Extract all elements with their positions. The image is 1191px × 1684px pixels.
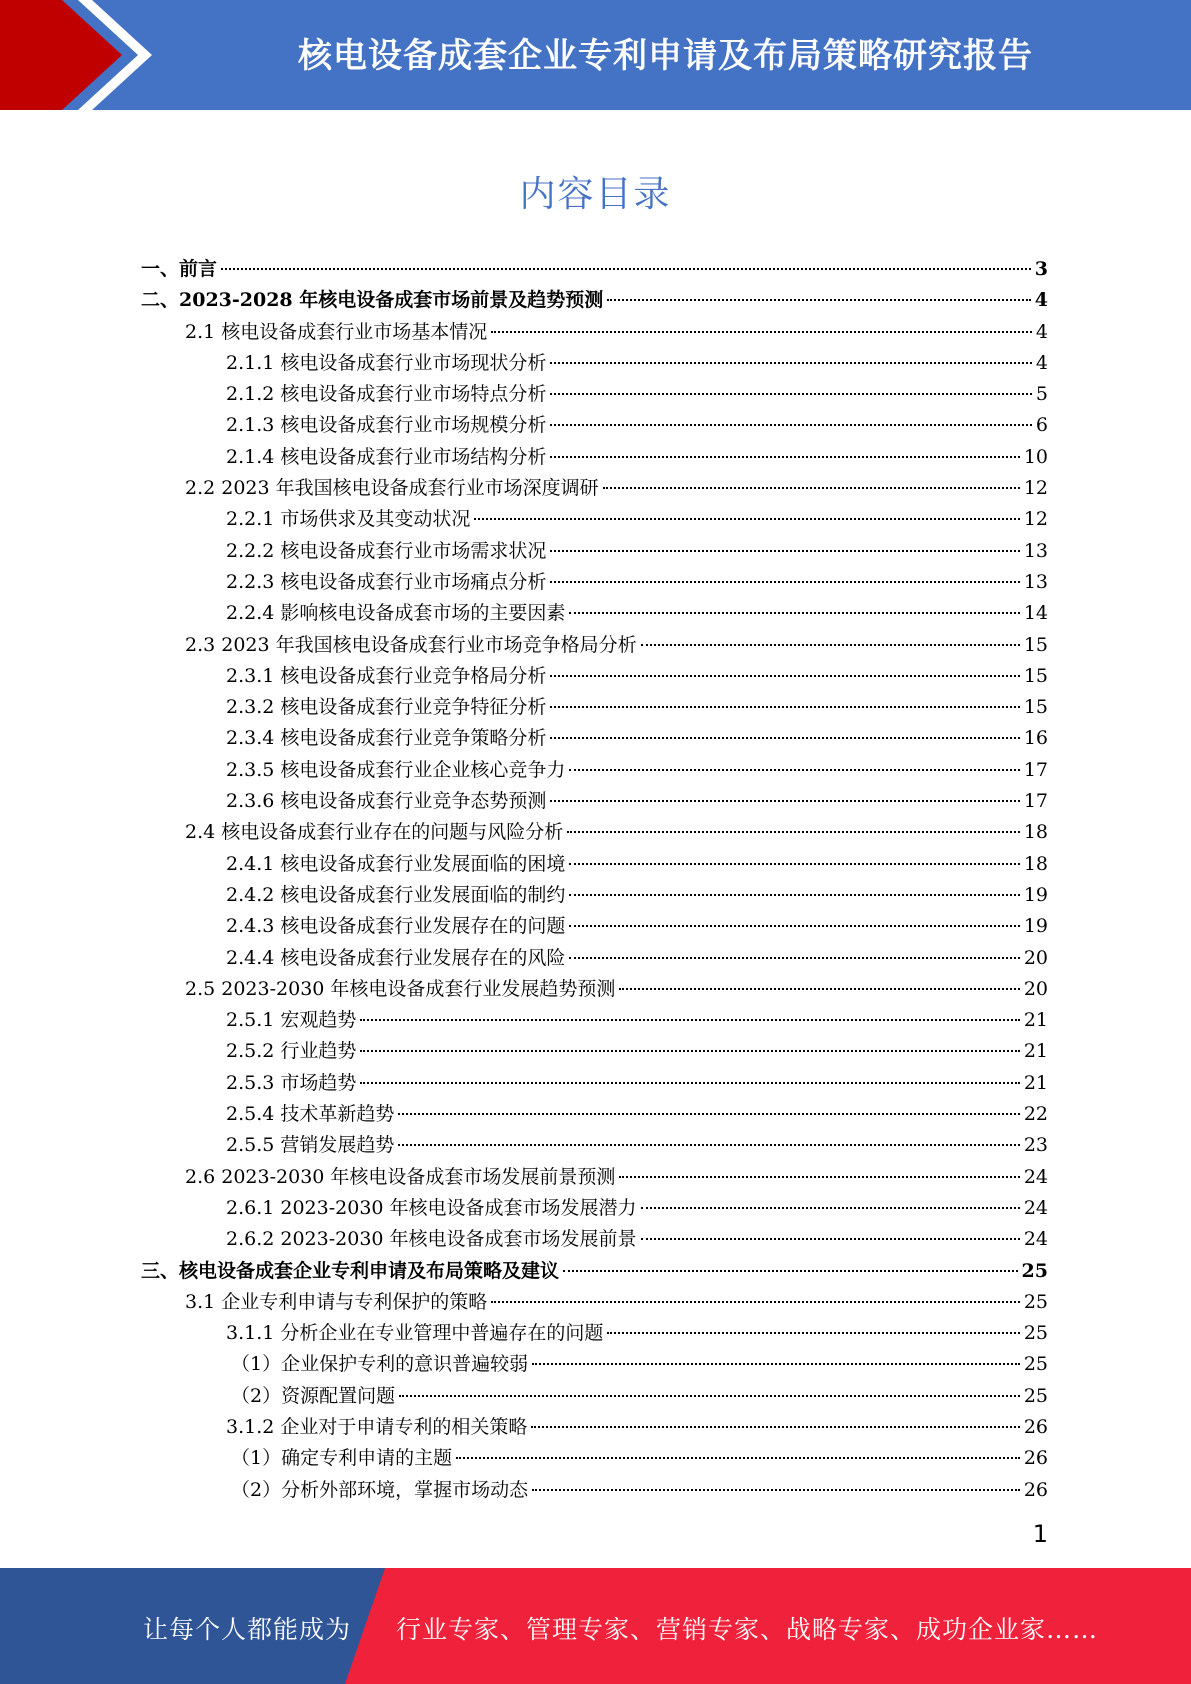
table-of-contents	[141, 254, 1048, 1506]
toc-entry-label: 2.3.6 核电设备成套行业竞争态势预测	[226, 790, 547, 813]
toc-entry[interactable]	[141, 285, 1048, 316]
toc-entry-page: 15	[1023, 633, 1048, 656]
toc-dot-leader	[491, 1301, 1020, 1303]
toc-entry-page: 25	[1023, 1290, 1048, 1313]
toc-dot-leader	[550, 362, 1032, 364]
toc-entry[interactable]	[141, 317, 1048, 348]
toc-heading: 内容目录	[519, 174, 672, 215]
toc-dot-leader	[550, 581, 1019, 583]
toc-dot-leader	[641, 1207, 1020, 1209]
report-title: 核电设备成套企业专利申请及布局策略研究报告	[298, 36, 1033, 76]
toc-entry-label: 2.6.1 2023-2030 年核电设备成套市场发展潜力	[226, 1196, 637, 1219]
toc-entry-label: 2.3 2023 年我国核电设备成套行业市场竞争格局分析	[185, 633, 637, 656]
toc-entry-page: 17	[1023, 790, 1048, 813]
toc-entry-label: 2.5.5 营销发展趋势	[226, 1134, 395, 1157]
toc-entry-label: 2.1 核电设备成套行业市场基本情况	[185, 320, 488, 343]
toc-entry-page: 12	[1023, 477, 1048, 500]
footer-slogan-left: 让每个人都能成为	[143, 1615, 352, 1644]
toc-dot-leader	[569, 863, 1019, 865]
toc-entry-label: 2.3.5 核电设备成套行业企业核心竞争力	[226, 758, 566, 781]
toc-entry[interactable]	[141, 1224, 1048, 1255]
toc-entry-page: 4	[1035, 351, 1048, 374]
toc-entry[interactable]	[141, 1412, 1048, 1443]
toc-entry-label: 2.1.2 核电设备成套行业市场特点分析	[226, 383, 547, 406]
toc-entry-page: 26	[1023, 1415, 1048, 1438]
toc-entry-page: 18	[1023, 821, 1048, 844]
toc-entry[interactable]	[141, 1349, 1048, 1380]
toc-entry-page: 20	[1023, 977, 1048, 1000]
toc-entry-label: 2.5.3 市场趋势	[226, 1071, 357, 1094]
toc-entry[interactable]	[141, 817, 1048, 848]
toc-entry-label: 2.2.2 核电设备成套行业市场需求状况	[226, 539, 547, 562]
toc-dot-leader	[550, 393, 1032, 395]
toc-entry[interactable]	[141, 723, 1048, 754]
toc-entry-label: 2.4.3 核电设备成套行业发展存在的问题	[226, 915, 566, 938]
toc-entry[interactable]	[141, 1475, 1048, 1506]
toc-entry[interactable]	[141, 786, 1048, 817]
toc-entry-label: 2.4 核电设备成套行业存在的问题与风险分析	[185, 821, 564, 844]
toc-entry-page: 26	[1023, 1447, 1048, 1470]
toc-entry-page: 15	[1023, 696, 1048, 719]
toc-entry-label: 2.2.1 市场供求及其变动状况	[226, 508, 471, 531]
toc-dot-leader	[474, 518, 1019, 520]
toc-entry-label: 2.1.3 核电设备成套行业市场规模分析	[226, 414, 547, 437]
toc-dot-leader	[567, 831, 1020, 833]
toc-entry-label: 2.5.4 技术革新趋势	[226, 1103, 395, 1126]
toc-dot-leader	[550, 800, 1019, 802]
toc-entry-label: （1）企业保护专利的意识普遍较弱	[231, 1353, 529, 1376]
toc-entry-label: 2.1.1 核电设备成套行业市场现状分析	[226, 351, 547, 374]
toc-entry[interactable]	[141, 598, 1048, 629]
toc-entry[interactable]	[141, 880, 1048, 911]
toc-entry[interactable]	[141, 849, 1048, 880]
toc-entry-label: 2.5.2 行业趋势	[226, 1040, 357, 1063]
toc-entry[interactable]	[141, 661, 1048, 692]
toc-entry-page: 25	[1023, 1353, 1048, 1376]
toc-entry-page: 26	[1023, 1478, 1048, 1501]
toc-dot-leader	[550, 424, 1032, 426]
toc-dot-leader	[569, 769, 1019, 771]
toc-dot-leader	[532, 1363, 1020, 1365]
toc-entry-label: 2.5.1 宏观趋势	[226, 1009, 357, 1032]
toc-dot-leader	[619, 1176, 1019, 1178]
toc-entry-page: 23	[1023, 1134, 1048, 1157]
toc-entry-page: 25	[1021, 1259, 1048, 1282]
toc-entry-label: 2.6 2023-2030 年核电设备成套市场发展前景预测	[185, 1165, 616, 1188]
toc-dot-leader	[550, 456, 1019, 458]
toc-entry-page: 19	[1023, 883, 1048, 906]
toc-entry-page: 10	[1023, 445, 1048, 468]
toc-entry-page: 14	[1023, 602, 1048, 625]
toc-entry-label: 3.1.2 企业对于申请专利的相关策略	[226, 1415, 528, 1438]
header-chevron-decoration	[0, 0, 160, 110]
toc-entry-label: 2.4.2 核电设备成套行业发展面临的制约	[226, 883, 566, 906]
toc-entry[interactable]	[141, 536, 1048, 567]
toc-entry-page: 3	[1034, 258, 1048, 280]
toc-entry[interactable]	[141, 1443, 1048, 1474]
toc-entry[interactable]	[141, 911, 1048, 942]
toc-entry-page: 24	[1023, 1228, 1048, 1251]
toc-entry-label: 二、2023-2028 年核电设备成套市场前景及趋势预测	[141, 289, 604, 312]
toc-entry-label: 2.4.1 核电设备成套行业发展面临的困境	[226, 852, 566, 875]
toc-entry-page: 17	[1023, 758, 1048, 781]
footer-band	[0, 1568, 1191, 1684]
toc-dot-leader	[550, 706, 1019, 708]
toc-dot-leader	[550, 550, 1019, 552]
toc-entry-page: 5	[1035, 383, 1048, 406]
toc-entry-label: 三、核电设备成套企业专利申请及布局策略及建议	[141, 1259, 560, 1282]
toc-entry-label: 2.3.2 核电设备成套行业竞争特征分析	[226, 696, 547, 719]
header-band	[0, 0, 1191, 110]
toc-dot-leader	[399, 1395, 1020, 1397]
toc-dot-leader	[641, 1238, 1020, 1240]
toc-entry[interactable]	[141, 473, 1048, 504]
toc-entry[interactable]	[141, 1318, 1048, 1349]
toc-entry-page: 21	[1023, 1009, 1048, 1032]
toc-entry-page: 6	[1035, 414, 1048, 437]
toc-dot-leader	[569, 925, 1019, 927]
toc-entry[interactable]	[141, 1068, 1048, 1099]
toc-dot-leader	[221, 268, 1031, 270]
toc-entry-label: 2.5 2023-2030 年核电设备成套行业发展趋势预测	[185, 977, 616, 1000]
toc-dot-leader	[491, 331, 1032, 333]
toc-entry-label: （2）分析外部环境，掌握市场动态	[231, 1478, 529, 1501]
toc-entry[interactable]	[141, 974, 1048, 1005]
toc-dot-leader	[603, 487, 1020, 489]
toc-entry-page: 16	[1023, 727, 1048, 750]
toc-entry-page: 20	[1023, 946, 1048, 969]
toc-entry-page: 13	[1023, 539, 1048, 562]
toc-dot-leader	[550, 737, 1019, 739]
page-number: 1	[1032, 1520, 1048, 1548]
toc-entry-label: （2）资源配置问题	[231, 1384, 396, 1407]
toc-entry-page: 4	[1034, 289, 1048, 312]
toc-entry[interactable]	[141, 1005, 1048, 1036]
toc-entry-page: 25	[1023, 1322, 1048, 1345]
toc-entry-page: 21	[1023, 1071, 1048, 1094]
toc-entry[interactable]	[141, 1256, 1048, 1287]
toc-entry-label: 2.2.4 影响核电设备成套市场的主要因素	[226, 602, 566, 625]
toc-entry-label: 2.2 2023 年我国核电设备成套行业市场深度调研	[185, 477, 599, 500]
toc-entry-page: 24	[1023, 1196, 1048, 1219]
toc-dot-leader	[550, 675, 1019, 677]
toc-entry[interactable]	[141, 379, 1048, 410]
toc-entry-label: （1）确定专利申请的主题	[231, 1447, 453, 1470]
toc-entry-page: 18	[1023, 852, 1048, 875]
toc-entry[interactable]	[141, 755, 1048, 786]
toc-entry[interactable]	[141, 1162, 1048, 1193]
toc-entry[interactable]	[141, 943, 1048, 974]
toc-dot-leader	[398, 1113, 1019, 1115]
toc-entry[interactable]	[141, 1130, 1048, 1161]
toc-entry-page: 21	[1023, 1040, 1048, 1063]
toc-dot-leader	[456, 1457, 1020, 1459]
toc-entry[interactable]	[141, 410, 1048, 441]
toc-entry[interactable]	[141, 1036, 1048, 1067]
toc-entry[interactable]	[141, 567, 1048, 598]
footer-slogan-right: 行业专家、管理专家、营销专家、战略专家、成功企业家……	[396, 1615, 1099, 1644]
toc-entry-label: 2.6.2 2023-2030 年核电设备成套市场发展前景	[226, 1228, 637, 1251]
toc-entry-label: 2.1.4 核电设备成套行业市场结构分析	[226, 445, 547, 468]
toc-entry[interactable]	[141, 630, 1048, 661]
toc-entry[interactable]	[141, 1193, 1048, 1224]
toc-dot-leader	[619, 988, 1019, 990]
toc-entry-page: 15	[1023, 664, 1048, 687]
toc-entry[interactable]	[141, 442, 1048, 473]
toc-entry-page: 22	[1023, 1103, 1048, 1126]
toc-dot-leader	[563, 1270, 1018, 1272]
toc-dot-leader	[641, 644, 1020, 646]
toc-entry[interactable]	[141, 1381, 1048, 1412]
toc-entry[interactable]	[141, 1099, 1048, 1130]
toc-entry-page: 25	[1023, 1384, 1048, 1407]
toc-dot-leader	[569, 894, 1019, 896]
toc-dot-leader	[569, 612, 1019, 614]
toc-entry[interactable]	[141, 348, 1048, 379]
toc-entry-page: 24	[1023, 1165, 1048, 1188]
toc-dot-leader	[607, 1332, 1019, 1334]
toc-entry[interactable]	[141, 1287, 1048, 1318]
toc-entry[interactable]	[141, 504, 1048, 535]
toc-entry-label: 一、前言	[141, 258, 218, 280]
toc-dot-leader	[360, 1019, 1019, 1021]
toc-entry-page: 13	[1023, 570, 1048, 593]
toc-dot-leader	[607, 299, 1031, 301]
toc-dot-leader	[532, 1489, 1020, 1491]
toc-entry-label: 2.3.1 核电设备成套行业竞争格局分析	[226, 664, 547, 687]
toc-entry-page: 19	[1023, 915, 1048, 938]
toc-entry-page: 12	[1023, 508, 1048, 531]
toc-entry-label: 3.1.1 分析企业在专业管理中普遍存在的问题	[226, 1322, 604, 1345]
toc-entry[interactable]	[141, 254, 1048, 285]
toc-entry-label: 2.2.3 核电设备成套行业市场痛点分析	[226, 570, 547, 593]
toc-dot-leader	[569, 957, 1019, 959]
toc-dot-leader	[531, 1426, 1019, 1428]
toc-dot-leader	[398, 1144, 1019, 1146]
toc-entry-label: 2.3.4 核电设备成套行业竞争策略分析	[226, 727, 547, 750]
toc-dot-leader	[360, 1082, 1019, 1084]
toc-entry-page: 4	[1035, 320, 1048, 343]
toc-entry-label: 2.4.4 核电设备成套行业发展存在的风险	[226, 946, 566, 969]
toc-entry-label: 3.1 企业专利申请与专利保护的策略	[185, 1290, 488, 1313]
toc-entry[interactable]	[141, 692, 1048, 723]
toc-dot-leader	[360, 1050, 1019, 1052]
